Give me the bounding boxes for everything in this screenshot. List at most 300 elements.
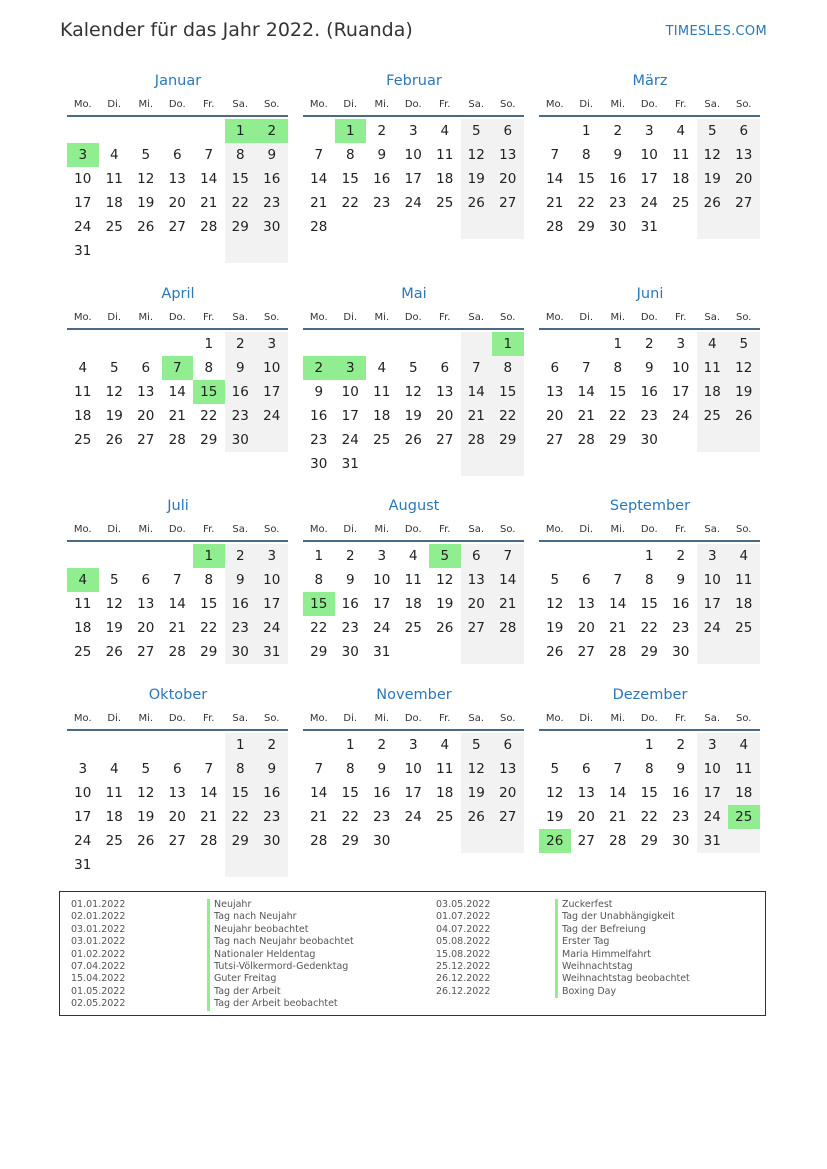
day-cell[interactable]: 30: [256, 215, 288, 239]
day-cell[interactable]: 29: [640, 833, 658, 849]
day-cell[interactable]: 3: [676, 336, 686, 352]
day-cell[interactable]: 8: [492, 356, 524, 380]
day-cell[interactable]: 28: [200, 833, 218, 849]
day-cell[interactable]: 4: [440, 737, 450, 753]
day-cell[interactable]: 4: [440, 123, 450, 139]
day-cell[interactable]: 8: [204, 360, 214, 376]
day-cell[interactable]: 10: [640, 147, 658, 163]
day-cell[interactable]: 1: [644, 737, 654, 753]
day-cell[interactable]: 28: [461, 428, 493, 452]
day-cell[interactable]: 19: [436, 596, 454, 612]
day-cell[interactable]: 24: [404, 809, 422, 825]
day-cell[interactable]: 18: [74, 408, 92, 424]
day-cell[interactable]: 11: [436, 761, 454, 777]
holiday-day[interactable]: 1: [335, 119, 367, 143]
day-cell[interactable]: 26: [105, 644, 123, 660]
day-cell[interactable]: 7: [550, 147, 560, 163]
day-cell[interactable]: 4: [676, 123, 686, 139]
day-cell[interactable]: 21: [609, 809, 627, 825]
day-cell[interactable]: 12: [461, 757, 493, 781]
day-cell[interactable]: 23: [225, 616, 257, 640]
day-cell[interactable]: 26: [697, 191, 729, 215]
day-cell[interactable]: 2: [345, 548, 355, 564]
day-cell[interactable]: 26: [436, 620, 454, 636]
day-cell[interactable]: 22: [341, 195, 359, 211]
day-cell[interactable]: 2: [613, 123, 623, 139]
day-cell[interactable]: 29: [225, 215, 257, 239]
day-cell[interactable]: 26: [461, 191, 493, 215]
day-cell[interactable]: 17: [74, 195, 92, 211]
day-cell[interactable]: 5: [461, 733, 493, 757]
holiday-day[interactable]: 1: [492, 332, 524, 356]
day-cell[interactable]: 9: [256, 757, 288, 781]
day-cell[interactable]: 1: [345, 737, 355, 753]
day-cell[interactable]: 23: [640, 408, 658, 424]
day-cell[interactable]: 14: [461, 380, 493, 404]
day-cell[interactable]: 28: [546, 219, 564, 235]
day-cell[interactable]: 12: [728, 356, 760, 380]
day-cell[interactable]: 13: [168, 171, 186, 187]
day-cell[interactable]: 3: [408, 737, 418, 753]
day-cell[interactable]: 10: [672, 360, 690, 376]
day-cell[interactable]: 27: [728, 191, 760, 215]
holiday-day[interactable]: 15: [193, 380, 225, 404]
day-cell[interactable]: 11: [105, 785, 123, 801]
day-cell[interactable]: 16: [256, 781, 288, 805]
day-cell[interactable]: 16: [310, 408, 328, 424]
day-cell[interactable]: 31: [640, 219, 658, 235]
day-cell[interactable]: 11: [105, 171, 123, 187]
day-cell[interactable]: 17: [697, 592, 729, 616]
day-cell[interactable]: 17: [404, 171, 422, 187]
day-cell[interactable]: 26: [461, 805, 493, 829]
day-cell[interactable]: 31: [341, 456, 359, 472]
day-cell[interactable]: 8: [204, 572, 214, 588]
holiday-day[interactable]: 26: [539, 829, 571, 853]
day-cell[interactable]: 19: [105, 408, 123, 424]
day-cell[interactable]: 30: [310, 456, 328, 472]
day-cell[interactable]: 24: [640, 195, 658, 211]
day-cell[interactable]: 12: [137, 171, 155, 187]
day-cell[interactable]: 10: [341, 384, 359, 400]
day-cell[interactable]: 12: [105, 384, 123, 400]
day-cell[interactable]: 2: [377, 123, 387, 139]
day-cell[interactable]: 3: [697, 544, 729, 568]
day-cell[interactable]: 25: [105, 833, 123, 849]
day-cell[interactable]: 17: [640, 171, 658, 187]
day-cell[interactable]: 12: [105, 596, 123, 612]
day-cell[interactable]: 6: [550, 360, 560, 376]
day-cell[interactable]: 5: [408, 360, 418, 376]
day-cell[interactable]: 19: [461, 167, 493, 191]
day-cell[interactable]: 15: [640, 785, 658, 801]
day-cell[interactable]: 22: [640, 809, 658, 825]
day-cell[interactable]: 31: [74, 857, 92, 873]
holiday-day[interactable]: 3: [67, 143, 99, 167]
day-cell[interactable]: 18: [697, 380, 729, 404]
day-cell[interactable]: 6: [141, 360, 151, 376]
day-cell[interactable]: 15: [609, 384, 627, 400]
day-cell[interactable]: 10: [697, 757, 729, 781]
day-cell[interactable]: 10: [74, 171, 92, 187]
day-cell[interactable]: 20: [461, 592, 493, 616]
day-cell[interactable]: 15: [341, 785, 359, 801]
day-cell[interactable]: 30: [672, 644, 690, 660]
day-cell[interactable]: 25: [697, 404, 729, 428]
day-cell[interactable]: 27: [168, 219, 186, 235]
day-cell[interactable]: 22: [200, 620, 218, 636]
day-cell[interactable]: 29: [609, 432, 627, 448]
day-cell[interactable]: 9: [314, 384, 324, 400]
day-cell[interactable]: 3: [644, 123, 654, 139]
day-cell[interactable]: 8: [345, 147, 355, 163]
day-cell[interactable]: 11: [672, 147, 690, 163]
day-cell[interactable]: 14: [310, 171, 328, 187]
day-cell[interactable]: 7: [461, 356, 493, 380]
day-cell[interactable]: 28: [609, 644, 627, 660]
holiday-day[interactable]: 1: [193, 544, 225, 568]
day-cell[interactable]: 1: [204, 336, 214, 352]
day-cell[interactable]: 22: [640, 620, 658, 636]
day-cell[interactable]: 14: [577, 384, 595, 400]
day-cell[interactable]: 30: [609, 219, 627, 235]
day-cell[interactable]: 24: [341, 432, 359, 448]
day-cell[interactable]: 30: [256, 829, 288, 853]
day-cell[interactable]: 14: [609, 785, 627, 801]
day-cell[interactable]: 16: [256, 167, 288, 191]
day-cell[interactable]: 13: [492, 757, 524, 781]
day-cell[interactable]: 29: [200, 644, 218, 660]
day-cell[interactable]: 26: [105, 432, 123, 448]
day-cell[interactable]: 19: [105, 620, 123, 636]
day-cell[interactable]: 29: [200, 432, 218, 448]
day-cell[interactable]: 21: [200, 809, 218, 825]
day-cell[interactable]: 23: [341, 620, 359, 636]
holiday-day[interactable]: 25: [728, 805, 760, 829]
day-cell[interactable]: 13: [436, 384, 454, 400]
holiday-day[interactable]: 1: [225, 119, 257, 143]
day-cell[interactable]: 1: [314, 548, 324, 564]
day-cell[interactable]: 9: [225, 568, 257, 592]
day-cell[interactable]: 2: [377, 737, 387, 753]
day-cell[interactable]: 14: [310, 785, 328, 801]
day-cell[interactable]: 13: [461, 568, 493, 592]
day-cell[interactable]: 6: [581, 572, 591, 588]
day-cell[interactable]: 31: [256, 640, 288, 664]
day-cell[interactable]: 22: [609, 408, 627, 424]
day-cell[interactable]: 8: [345, 761, 355, 777]
day-cell[interactable]: 13: [492, 143, 524, 167]
day-cell[interactable]: 16: [640, 384, 658, 400]
day-cell[interactable]: 30: [373, 833, 391, 849]
day-cell[interactable]: 27: [492, 191, 524, 215]
day-cell[interactable]: 10: [697, 568, 729, 592]
day-cell[interactable]: 17: [74, 809, 92, 825]
day-cell[interactable]: 7: [314, 147, 324, 163]
day-cell[interactable]: 27: [577, 644, 595, 660]
day-cell[interactable]: 2: [644, 336, 654, 352]
day-cell[interactable]: 7: [204, 147, 214, 163]
holiday-day[interactable]: 15: [303, 592, 335, 616]
day-cell[interactable]: 17: [672, 384, 690, 400]
day-cell[interactable]: 2: [676, 548, 686, 564]
day-cell[interactable]: 26: [137, 219, 155, 235]
day-cell[interactable]: 3: [697, 733, 729, 757]
day-cell[interactable]: 24: [74, 833, 92, 849]
day-cell[interactable]: 24: [672, 408, 690, 424]
day-cell[interactable]: 7: [172, 572, 182, 588]
day-cell[interactable]: 17: [256, 592, 288, 616]
day-cell[interactable]: 23: [256, 805, 288, 829]
day-cell[interactable]: 16: [373, 785, 391, 801]
day-cell[interactable]: 26: [404, 432, 422, 448]
day-cell[interactable]: 21: [546, 195, 564, 211]
day-cell[interactable]: 2: [225, 332, 257, 356]
day-cell[interactable]: 1: [644, 548, 654, 564]
day-cell[interactable]: 25: [404, 620, 422, 636]
day-cell[interactable]: 1: [613, 336, 623, 352]
day-cell[interactable]: 25: [373, 432, 391, 448]
day-cell[interactable]: 11: [74, 596, 92, 612]
day-cell[interactable]: 27: [577, 833, 595, 849]
day-cell[interactable]: 4: [697, 332, 729, 356]
day-cell[interactable]: 28: [310, 833, 328, 849]
day-cell[interactable]: 11: [404, 572, 422, 588]
day-cell[interactable]: 29: [492, 428, 524, 452]
day-cell[interactable]: 28: [492, 616, 524, 640]
day-cell[interactable]: 12: [404, 384, 422, 400]
day-cell[interactable]: 30: [225, 428, 257, 452]
day-cell[interactable]: 4: [377, 360, 387, 376]
day-cell[interactable]: 2: [676, 737, 686, 753]
day-cell[interactable]: 25: [105, 219, 123, 235]
day-cell[interactable]: 25: [74, 432, 92, 448]
day-cell[interactable]: 29: [341, 833, 359, 849]
day-cell[interactable]: 22: [225, 191, 257, 215]
day-cell[interactable]: 3: [377, 548, 387, 564]
day-cell[interactable]: 18: [728, 781, 760, 805]
day-cell[interactable]: 25: [74, 644, 92, 660]
day-cell[interactable]: 20: [492, 167, 524, 191]
day-cell[interactable]: 23: [225, 404, 257, 428]
day-cell[interactable]: 26: [546, 644, 564, 660]
day-cell[interactable]: 10: [256, 356, 288, 380]
day-cell[interactable]: 10: [404, 761, 422, 777]
day-cell[interactable]: 5: [461, 119, 493, 143]
day-cell[interactable]: 27: [492, 805, 524, 829]
day-cell[interactable]: 18: [404, 596, 422, 612]
day-cell[interactable]: 27: [436, 432, 454, 448]
day-cell[interactable]: 14: [200, 785, 218, 801]
day-cell[interactable]: 14: [168, 384, 186, 400]
day-cell[interactable]: 6: [728, 119, 760, 143]
day-cell[interactable]: 28: [168, 432, 186, 448]
brand-link[interactable]: TIMESLES.COM: [665, 24, 767, 39]
day-cell[interactable]: 4: [78, 360, 88, 376]
day-cell[interactable]: 22: [492, 404, 524, 428]
day-cell[interactable]: 14: [546, 171, 564, 187]
day-cell[interactable]: 15: [640, 596, 658, 612]
day-cell[interactable]: 25: [436, 195, 454, 211]
day-cell[interactable]: 29: [310, 644, 328, 660]
day-cell[interactable]: 18: [105, 195, 123, 211]
day-cell[interactable]: 9: [613, 147, 623, 163]
day-cell[interactable]: 29: [577, 219, 595, 235]
day-cell[interactable]: 1: [225, 733, 257, 757]
day-cell[interactable]: 5: [141, 761, 151, 777]
day-cell[interactable]: 7: [613, 572, 623, 588]
day-cell[interactable]: 24: [697, 616, 729, 640]
day-cell[interactable]: 13: [577, 596, 595, 612]
day-cell[interactable]: 15: [492, 380, 524, 404]
day-cell[interactable]: 6: [461, 544, 493, 568]
day-cell[interactable]: 11: [728, 568, 760, 592]
day-cell[interactable]: 15: [341, 171, 359, 187]
day-cell[interactable]: 16: [672, 785, 690, 801]
holiday-day[interactable]: 3: [335, 356, 367, 380]
day-cell[interactable]: 9: [644, 360, 654, 376]
day-cell[interactable]: 11: [373, 384, 391, 400]
day-cell[interactable]: 4: [408, 548, 418, 564]
day-cell[interactable]: 19: [404, 408, 422, 424]
day-cell[interactable]: 6: [172, 761, 182, 777]
day-cell[interactable]: 6: [492, 119, 524, 143]
day-cell[interactable]: 8: [644, 761, 654, 777]
day-cell[interactable]: 20: [577, 809, 595, 825]
day-cell[interactable]: 13: [137, 384, 155, 400]
day-cell[interactable]: 19: [137, 195, 155, 211]
day-cell[interactable]: 6: [172, 147, 182, 163]
day-cell[interactable]: 28: [310, 219, 328, 235]
day-cell[interactable]: 16: [609, 171, 627, 187]
day-cell[interactable]: 2: [256, 733, 288, 757]
day-cell[interactable]: 14: [609, 596, 627, 612]
day-cell[interactable]: 13: [137, 596, 155, 612]
day-cell[interactable]: 7: [581, 360, 591, 376]
day-cell[interactable]: 9: [676, 572, 686, 588]
day-cell[interactable]: 28: [609, 833, 627, 849]
day-cell[interactable]: 5: [141, 147, 151, 163]
day-cell[interactable]: 10: [404, 147, 422, 163]
day-cell[interactable]: 28: [577, 432, 595, 448]
day-cell[interactable]: 9: [225, 356, 257, 380]
holiday-day[interactable]: 5: [429, 544, 461, 568]
day-cell[interactable]: 5: [109, 360, 119, 376]
day-cell[interactable]: 30: [640, 432, 658, 448]
day-cell[interactable]: 28: [200, 219, 218, 235]
day-cell[interactable]: 11: [74, 384, 92, 400]
day-cell[interactable]: 27: [168, 833, 186, 849]
day-cell[interactable]: 21: [609, 620, 627, 636]
day-cell[interactable]: 14: [492, 568, 524, 592]
day-cell[interactable]: 16: [225, 592, 257, 616]
day-cell[interactable]: 14: [200, 171, 218, 187]
day-cell[interactable]: 17: [256, 380, 288, 404]
day-cell[interactable]: 23: [609, 195, 627, 211]
day-cell[interactable]: 11: [728, 757, 760, 781]
day-cell[interactable]: 7: [314, 761, 324, 777]
day-cell[interactable]: 10: [74, 785, 92, 801]
day-cell[interactable]: 31: [697, 829, 729, 853]
day-cell[interactable]: 7: [492, 544, 524, 568]
day-cell[interactable]: 18: [728, 592, 760, 616]
day-cell[interactable]: 5: [550, 761, 560, 777]
day-cell[interactable]: 8: [581, 147, 591, 163]
day-cell[interactable]: 4: [109, 761, 119, 777]
day-cell[interactable]: 17: [404, 785, 422, 801]
day-cell[interactable]: 6: [440, 360, 450, 376]
day-cell[interactable]: 19: [546, 620, 564, 636]
day-cell[interactable]: 8: [644, 572, 654, 588]
day-cell[interactable]: 12: [546, 785, 564, 801]
day-cell[interactable]: 10: [256, 568, 288, 592]
day-cell[interactable]: 11: [436, 147, 454, 163]
day-cell[interactable]: 25: [672, 195, 690, 211]
day-cell[interactable]: 7: [204, 761, 214, 777]
day-cell[interactable]: 13: [168, 785, 186, 801]
day-cell[interactable]: 29: [225, 829, 257, 853]
day-cell[interactable]: 27: [137, 644, 155, 660]
day-cell[interactable]: 22: [341, 809, 359, 825]
day-cell[interactable]: 16: [341, 596, 359, 612]
day-cell[interactable]: 21: [310, 809, 328, 825]
day-cell[interactable]: 25: [436, 809, 454, 825]
day-cell[interactable]: 3: [256, 544, 288, 568]
day-cell[interactable]: 5: [728, 332, 760, 356]
day-cell[interactable]: 22: [200, 408, 218, 424]
day-cell[interactable]: 12: [436, 572, 454, 588]
day-cell[interactable]: 21: [461, 404, 493, 428]
day-cell[interactable]: 31: [373, 644, 391, 660]
day-cell[interactable]: 23: [310, 432, 328, 448]
day-cell[interactable]: 18: [373, 408, 391, 424]
day-cell[interactable]: 3: [78, 761, 88, 777]
day-cell[interactable]: 9: [256, 143, 288, 167]
day-cell[interactable]: 19: [728, 380, 760, 404]
day-cell[interactable]: 14: [168, 596, 186, 612]
day-cell[interactable]: 30: [672, 833, 690, 849]
day-cell[interactable]: 9: [377, 761, 387, 777]
day-cell[interactable]: 2: [225, 544, 257, 568]
day-cell[interactable]: 19: [546, 809, 564, 825]
day-cell[interactable]: 18: [74, 620, 92, 636]
day-cell[interactable]: 16: [672, 596, 690, 612]
day-cell[interactable]: 20: [137, 408, 155, 424]
day-cell[interactable]: 9: [377, 147, 387, 163]
day-cell[interactable]: 18: [436, 171, 454, 187]
day-cell[interactable]: 23: [373, 809, 391, 825]
day-cell[interactable]: 3: [408, 123, 418, 139]
day-cell[interactable]: 12: [137, 785, 155, 801]
day-cell[interactable]: 21: [200, 195, 218, 211]
day-cell[interactable]: 21: [492, 592, 524, 616]
day-cell[interactable]: 19: [697, 167, 729, 191]
day-cell[interactable]: 18: [436, 785, 454, 801]
day-cell[interactable]: 27: [461, 616, 493, 640]
day-cell[interactable]: 18: [105, 809, 123, 825]
holiday-day[interactable]: 2: [303, 356, 335, 380]
day-cell[interactable]: 1: [581, 123, 591, 139]
day-cell[interactable]: 20: [436, 408, 454, 424]
day-cell[interactable]: 6: [141, 572, 151, 588]
day-cell[interactable]: 15: [577, 171, 595, 187]
day-cell[interactable]: 16: [225, 380, 257, 404]
day-cell[interactable]: 8: [225, 143, 257, 167]
day-cell[interactable]: 8: [613, 360, 623, 376]
day-cell[interactable]: 30: [341, 644, 359, 660]
day-cell[interactable]: 24: [256, 404, 288, 428]
day-cell[interactable]: 5: [550, 572, 560, 588]
